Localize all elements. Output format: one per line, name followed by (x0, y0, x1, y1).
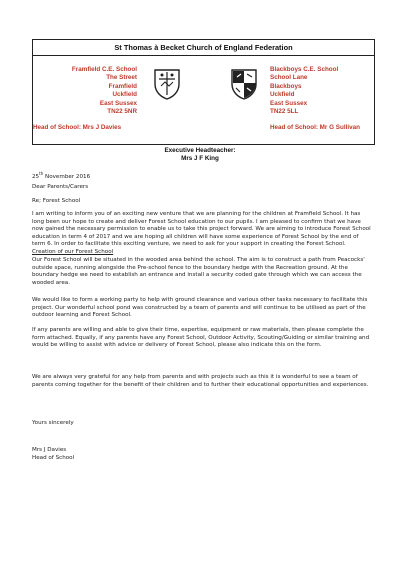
signature-name: Mrs J Davies (32, 447, 67, 453)
school-name: Framfield C.E. School (71, 66, 137, 73)
address-line: TN22 5LL (270, 108, 299, 116)
framfield-school-address (33, 66, 137, 116)
address-line: Framfield (108, 82, 137, 90)
date-rest: November 2016 (43, 173, 91, 180)
address-line: The Street (106, 74, 137, 82)
blackboys-school-crest-icon (230, 68, 258, 100)
letter-subject: Re; Forest School (32, 198, 81, 204)
location-paragraph: Our Forest School will be situated in the wooded area behind the school. The aim is to construct a path from Peacocks' outside space, running alongside the Pre-school fence to the boundary hedge with the Recreation ground. At the boundary hedge we need to establish an entrance and install a security coded gate through which we can access the wooded area. (32, 257, 365, 286)
executive-headteacher-name: Mrs J F King (181, 155, 219, 162)
date-suffix: th (39, 171, 44, 176)
letter-closing: Yours sincerely (32, 420, 74, 426)
address-line: East Sussex (270, 99, 308, 107)
letterhead (32, 39, 375, 145)
blackboys-head-of-school: Head of School: Mr G Sullivan (270, 124, 360, 131)
address-line: Blackboys (270, 82, 302, 90)
letter-greeting: Dear Parents/Carers (32, 184, 89, 190)
letter-date (32, 170, 372, 181)
framfield-school-crest-icon (153, 68, 181, 100)
address-line: East Sussex (99, 99, 137, 107)
address-line: Uckfield (270, 91, 295, 99)
framfield-head-of-school: Head of School: Mrs J Davies (33, 124, 122, 131)
school-name: Blackboys C.E. School (270, 66, 339, 73)
executive-headteacher-label: Executive Headteacher: (164, 147, 236, 154)
letterhead-divider (33, 55, 374, 56)
working-party-paragraph: We would like to form a working party to help with ground clearance and various other tasks necessary to facilitate this project. Our wonderful school pond was constructed by a team of parents and will continue to be utilised as part of the outdoor learning and Forest School. (32, 297, 368, 318)
thanks-paragraph: We are always very grateful for any help from parents and with projects such as this it is wonderful to see a team of parents coming together for the benefit of their children and to further their educational opportunities and experiences. (32, 374, 369, 388)
volunteer-paragraph: If any parents are willing and able to give their time, expertise, equipment or raw materials, then please complete the form attached. Equally, if any parents have any Forest School, Outdoor Activity, Scouting/Guiding or similar training and would be willing to assist with advice or delivery of Forest School, please also indicate this on the form. (32, 327, 370, 348)
federation-title: St Thomas à Becket Church of England Federation (114, 43, 293, 52)
signature-title: Head of School (32, 455, 75, 461)
address-line: TN22 5NR (107, 108, 137, 116)
address-line: School Lane (270, 74, 308, 82)
intro-paragraph: I am writing to inform you of an exciting new venture that we are planning for the children at Framfield School. It has long been our hope to create and deliver Forest School education to our pupils. I am pleased to confirm that we have now gained the necessary permission to enable us to take this project forward. We are aiming to introduce Forest School education in term 4 of 2017 and we are hoping all children will have some experience of Forest School by the end of term 6. In order to facilitate this exciting venture, we need to ask for your support in creating the Forest School. (32, 211, 371, 247)
date-day: 25 (32, 173, 40, 180)
address-line: Uckfield (112, 91, 137, 99)
blackboys-school-address (270, 66, 380, 116)
section-heading: Creation of our Forest School (32, 249, 114, 255)
